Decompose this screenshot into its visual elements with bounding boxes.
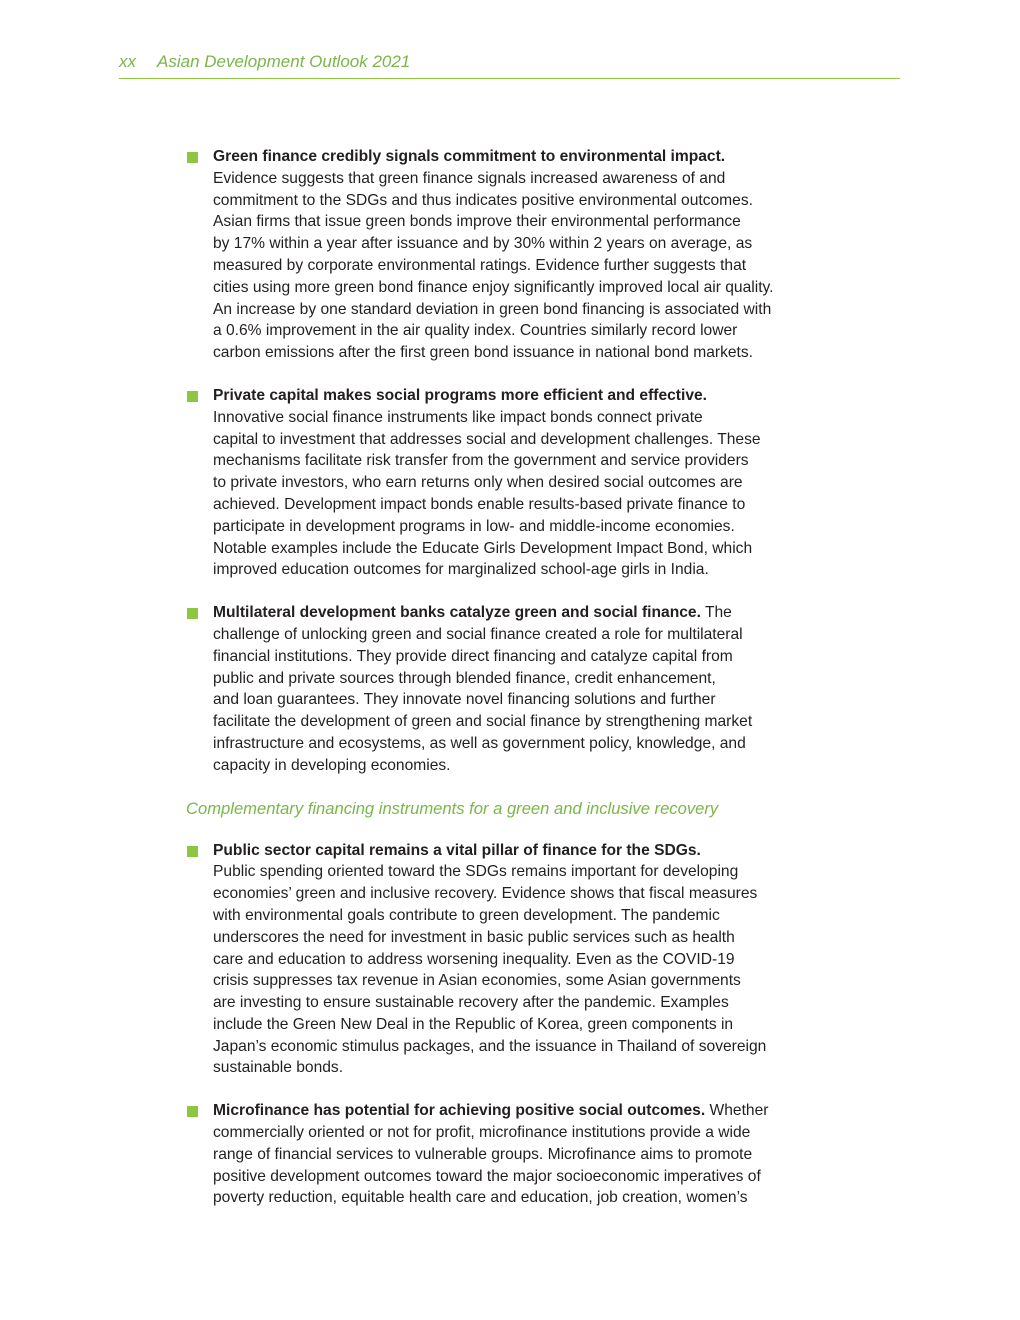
page-body <box>186 146 836 1230</box>
square-bullet-icon <box>187 152 198 163</box>
body-line: positive development outcomes toward the major socioeconomic imperatives of <box>213 1167 761 1185</box>
bullet-lead: Multilateral development banks catalyze green and social finance. <box>213 604 701 622</box>
body-line: measured by corporate environmental ratings. Evidence further suggests that <box>213 256 747 274</box>
running-header <box>119 52 900 79</box>
bullet-item <box>186 385 836 581</box>
body-line: with environmental goals contribute to green development. The pandemic <box>213 906 720 924</box>
body-line: carbon emissions after the first green bond issuance in national bond markets. <box>213 344 754 362</box>
square-bullet-icon <box>187 1106 198 1117</box>
body-line: crisis suppresses tax revenue in Asian economies, some Asian governments <box>213 972 741 990</box>
body-line: Japan’s economic stimulus packages, and the issuance in Thailand of sovereign <box>213 1037 767 1055</box>
body-line: and loan guarantees. They innovate novel financing solutions and further <box>213 691 716 709</box>
bullet-first-line <box>213 602 836 624</box>
body-line: Public spending oriented toward the SDGs remains important for developing <box>213 863 739 881</box>
body-line: capacity in developing economies. <box>213 756 451 774</box>
body-line: Notable examples include the Educate Girls Development Impact Bond, which <box>213 539 753 557</box>
body-line: Evidence suggests that green finance signals increased awareness of and <box>213 169 726 187</box>
bullet-item <box>186 146 836 364</box>
body-line: challenge of unlocking green and social finance created a role for multilateral <box>213 625 743 643</box>
bullet-item <box>186 840 836 1080</box>
body-line: Innovative social finance instruments like impact bonds connect private <box>213 408 703 426</box>
body-line: infrastructure and ecosystems, as well as government policy, knowledge, and <box>213 734 746 752</box>
square-bullet-icon <box>187 846 198 857</box>
body-line: public and private sources through blended finance, credit enhancement, <box>213 669 716 687</box>
bullet-item <box>186 602 836 776</box>
body-line: poverty reduction, equitable health care and education, job creation, women’s <box>213 1189 748 1207</box>
body-line: financial institutions. They provide direct financing and catalyze capital from <box>213 647 733 665</box>
bullet-lead: Green finance credibly signals commitment to environmental impact. <box>213 148 726 165</box>
bullet-first-line <box>213 385 836 407</box>
body-line: a 0.6% improvement in the air quality index. Countries similarly record lower <box>213 322 738 340</box>
body-line: improved education outcomes for marginalized school-age girls in India. <box>213 561 709 579</box>
body-line: Asian firms that issue green bonds improve their environmental performance <box>213 213 741 231</box>
body-line: are investing to ensure sustainable recovery after the pandemic. Examples <box>213 994 729 1012</box>
body-line: include the Green New Deal in the Republic of Korea, green components in <box>213 1015 734 1033</box>
body-line: sustainable bonds. <box>213 1059 344 1077</box>
body-line: commercially oriented or not for profit, microfinance institutions provide a wide <box>213 1124 751 1142</box>
body-line: range of financial services to vulnerable groups. Microfinance aims to promote <box>213 1145 753 1163</box>
body-line: An increase by one standard deviation in green bond financing is associated with <box>213 300 772 318</box>
bullet-lead: Public sector capital remains a vital pillar of finance for the SDGs. <box>213 841 701 859</box>
body-line: by 17% within a year after issuance and by 30% within 2 years on average, as <box>213 235 753 253</box>
publication-title: Asian Development Outlook 2021 <box>157 52 411 71</box>
body-line: to private investors, who earn returns only when desired social outcomes are <box>213 474 743 492</box>
bullet-item <box>186 1100 836 1209</box>
section-subheading: Complementary financing instruments for a green and inclusive recovery <box>186 798 719 818</box>
bullet-lead-tail: The <box>700 604 732 622</box>
bullet-first-line <box>213 146 836 168</box>
square-bullet-icon <box>187 391 198 402</box>
body-line: capital to investment that addresses social and development challenges. These <box>213 430 761 448</box>
square-bullet-icon <box>187 608 198 619</box>
bullet-first-line <box>213 1100 836 1122</box>
bullet-lead: Microfinance has potential for achieving positive social outcomes. <box>213 1102 706 1120</box>
body-line: care and education to address worsening inequality. Even as the COVID-19 <box>213 950 735 968</box>
bullet-first-line <box>213 840 836 862</box>
bullet-lead-tail: Whether <box>705 1102 769 1120</box>
body-line: commitment to the SDGs and thus indicates positive environmental outcomes. <box>213 191 753 209</box>
body-line: achieved. Development impact bonds enable results-based private finance to <box>213 495 746 513</box>
body-line: cities using more green bond finance enjoy significantly improved local air quality. <box>213 278 774 296</box>
body-line: participate in development programs in low- and middle-income economies. <box>213 517 735 535</box>
bullet-lead: Private capital makes social programs more efficient and effective. <box>213 386 708 404</box>
page-number: xx <box>119 52 136 71</box>
body-line: underscores the need for investment in basic public services such as health <box>213 928 735 946</box>
body-line: mechanisms facilitate risk transfer from the government and service providers <box>213 452 749 470</box>
body-line: facilitate the development of green and social finance by strengthening market <box>213 713 753 731</box>
body-line: economies’ green and inclusive recovery. Evidence shows that fiscal measures <box>213 885 758 903</box>
